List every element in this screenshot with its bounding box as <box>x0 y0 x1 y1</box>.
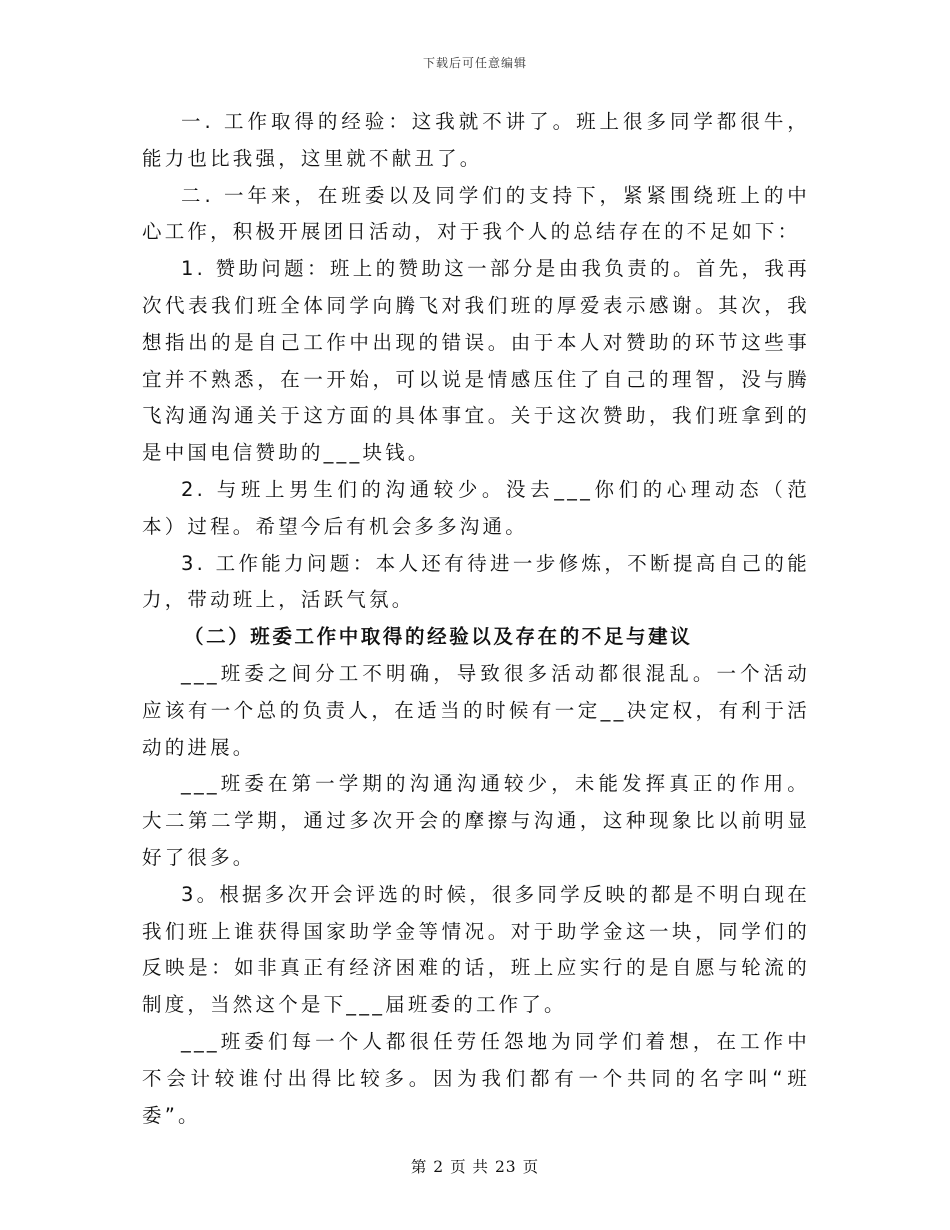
paragraph-year-summary: 二. 一年来，在班委以及同学们的支持下，紧紧围绕班上的中心工作，积极开展团日活动，对于我个人的总结存在的不足如下： <box>142 183 810 244</box>
paragraph-work-ability: 3. 工作能力问题：本人还有待进一步修炼，不断提高自己的能力，带动班上，活跃气氛。 <box>142 551 810 612</box>
paragraph-communication: 2. 与班上男生们的沟通较少。没去___你们的心理动态（范本）过程。希望今后有机会多多沟通。 <box>142 477 810 538</box>
paragraph-dedication: ___班委们每一个人都很任劳任怨地为同学们着想，在工作中不会计较谁付出得比较多。因为我们都有一个共同的名字叫“班委”。 <box>142 1029 810 1127</box>
paragraph-sponsorship: 1. 赞助问题：班上的赞助这一部分是由我负责的。首先，我再次代表我们班全体同学向腾飞对我们班的厚爱表示感谢。其次，我想指出的是自己工作中出现的错误。由于本人对赞助的环节这些事宜并不熟悉，在一开始，可以说是情感压住了自己的理智，没与腾飞沟通沟通关于这方面的具体事宜。关于这次赞助，我们班拿到的是中国电信赞助的___块钱。 <box>142 257 810 465</box>
paragraph-committee-communication: ___班委在第一学期的沟通沟通较少，未能发挥真正的作用。大二第二学期，通过多次开会的摩擦与沟通，这种现象比以前明显好了很多。 <box>142 772 810 869</box>
paragraph-grants: 3。根据多次开会评选的时候，很多同学反映的都是不明白现在我们班上谁获得国家助学金等情况。对于助学金这一块，同学们的反映是：如非真正有经济困难的话，班上应实行的是自愿与轮流的制度，当然这个是下___届班委的工作了。 <box>142 882 810 1017</box>
document-body <box>142 104 810 1134</box>
page-number: 第 2 页 共 23 页 <box>410 1158 540 1176</box>
page-header: 下载后可任意编辑 <box>422 56 527 70</box>
paragraph-division-of-labor: ___班委之间分工不明确，导致很多活动都很混乱。一个活动应该有一个总的负责人，在适当的时候有一定__决定权，有利于活动的进展。 <box>142 661 810 759</box>
paragraph-work-experience: 一. 工作取得的经验：这我就不讲了。班上很多同学都很牛，能力也比我强，这里就不献丑了。 <box>142 110 810 170</box>
section-heading: （二）班委工作中取得的经验以及存在的不足与建议 <box>184 625 693 649</box>
